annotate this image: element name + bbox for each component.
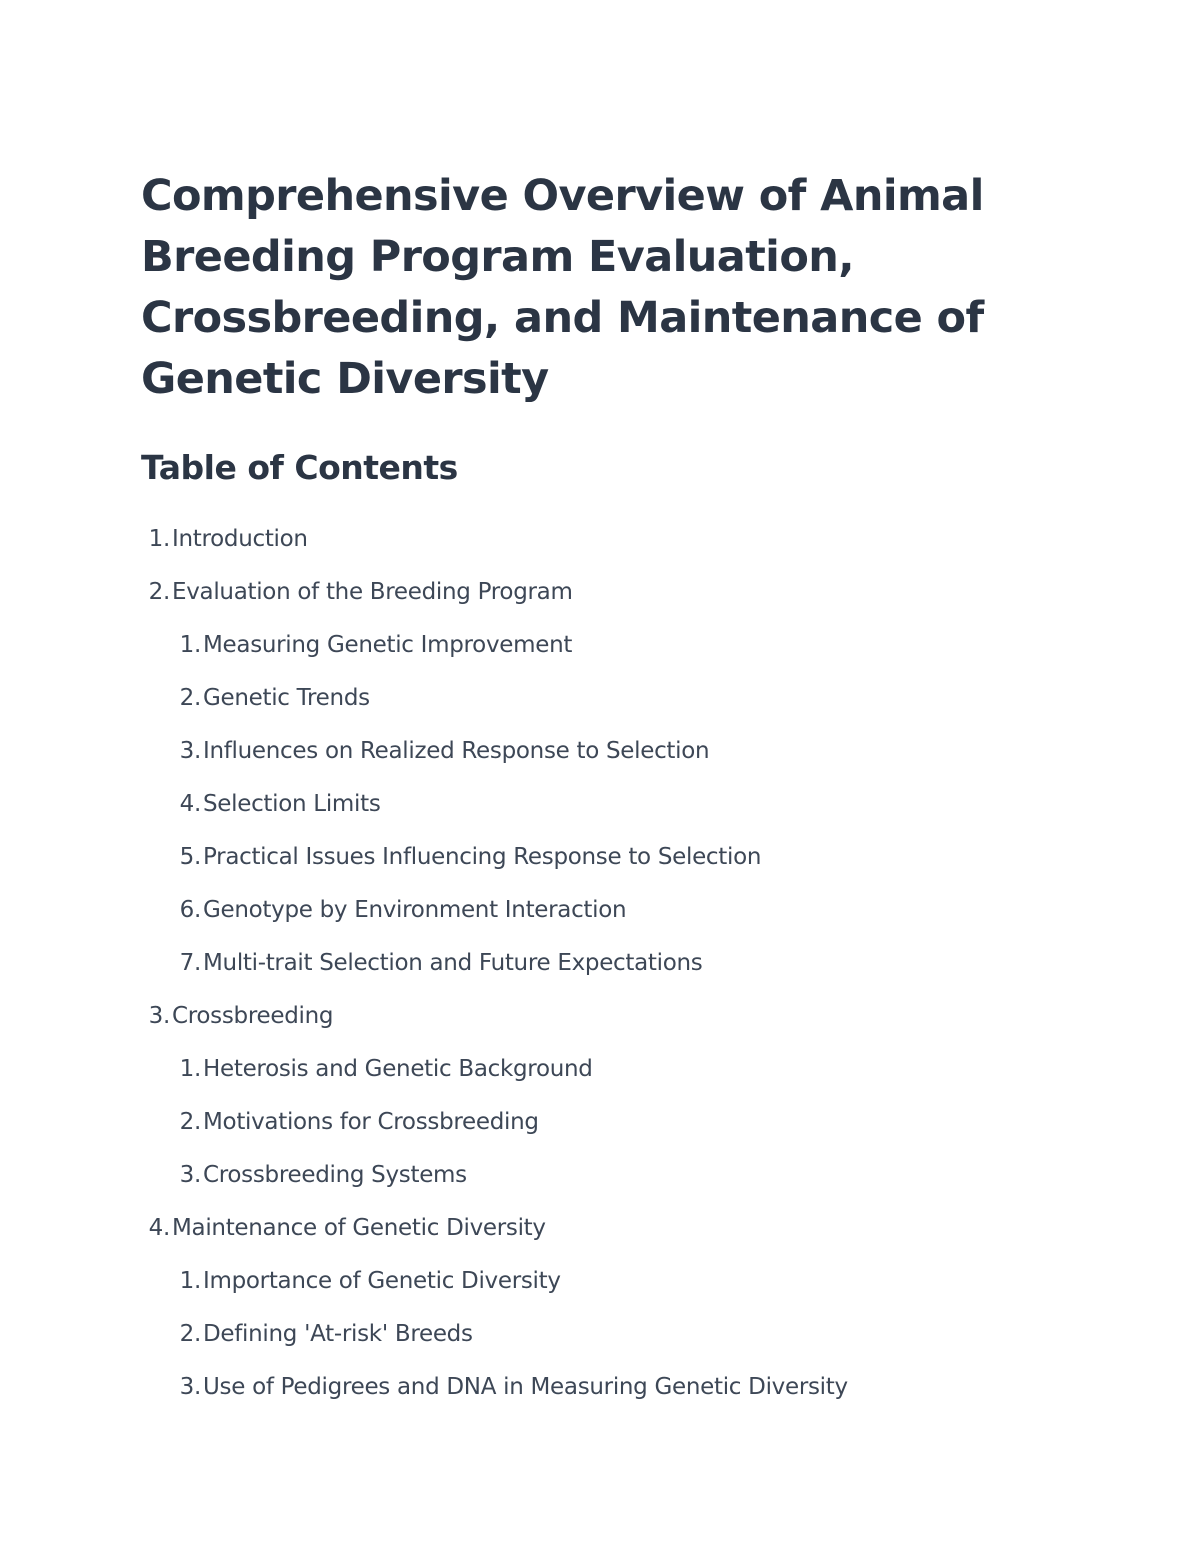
toc-number: 4. <box>148 1214 170 1241</box>
toc-subitem-genotype-by-environment[interactable] <box>141 883 1041 936</box>
toc-subitem-practical-issues[interactable] <box>141 830 1041 883</box>
toc-label: Defining 'At-risk' Breeds <box>203 1320 473 1347</box>
toc-subitem-motivations[interactable] <box>141 1095 1041 1148</box>
toc-number: 3. <box>179 1161 201 1188</box>
toc-number: 7. <box>179 949 201 976</box>
toc-number: 3. <box>148 1002 170 1029</box>
toc-subitem-at-risk-breeds[interactable] <box>141 1307 1041 1360</box>
toc-number: 3. <box>179 1373 201 1400</box>
toc-label: Introduction <box>172 525 308 552</box>
toc-number: 2. <box>148 578 170 605</box>
toc-subitem-influences-on-response[interactable] <box>141 724 1041 777</box>
toc-number: 6. <box>179 896 201 923</box>
toc-subitem-genetic-trends[interactable] <box>141 671 1041 724</box>
toc-item-crossbreeding[interactable] <box>141 989 1041 1042</box>
toc-item-introduction[interactable] <box>141 512 1041 565</box>
toc-label: Heterosis and Genetic Background <box>203 1055 593 1082</box>
toc-subitem-crossbreeding-systems[interactable] <box>141 1148 1041 1201</box>
toc-heading: Table of Contents <box>141 448 458 487</box>
toc-label: Crossbreeding Systems <box>203 1161 467 1188</box>
toc-label: Selection Limits <box>203 790 381 817</box>
toc-subitem-selection-limits[interactable] <box>141 777 1041 830</box>
toc-label: Maintenance of Genetic Diversity <box>172 1214 546 1241</box>
toc-label: Influences on Realized Response to Selection <box>203 737 710 764</box>
toc-subitem-measuring-genetic-improvement[interactable] <box>141 618 1041 671</box>
toc-label: Multi-trait Selection and Future Expectations <box>203 949 703 976</box>
toc-label: Evaluation of the Breeding Program <box>172 578 573 605</box>
toc-label: Crossbreeding <box>172 1002 334 1029</box>
document-title: Comprehensive Overview of Animal Breeding Program Evaluation, Crossbreeding, and Maintenance of Genetic Diversity <box>141 171 984 404</box>
toc-label: Practical Issues Influencing Response to Selection <box>203 843 762 870</box>
toc-label: Use of Pedigrees and DNA in Measuring Genetic Diversity <box>203 1373 848 1400</box>
toc-label: Genotype by Environment Interaction <box>203 896 627 923</box>
toc-number: 1. <box>179 1055 201 1082</box>
toc-item-evaluation[interactable] <box>141 565 1041 618</box>
toc-label: Genetic Trends <box>203 684 370 711</box>
toc-number: 2. <box>179 684 201 711</box>
toc-item-maintenance[interactable] <box>141 1201 1041 1254</box>
toc-label: Importance of Genetic Diversity <box>203 1267 561 1294</box>
toc-number: 3. <box>179 737 201 764</box>
toc-number: 1. <box>179 631 201 658</box>
toc-number: 4. <box>179 790 201 817</box>
toc-subitem-heterosis[interactable] <box>141 1042 1041 1095</box>
toc-subitem-multi-trait-selection[interactable] <box>141 936 1041 989</box>
toc-subitem-importance[interactable] <box>141 1254 1041 1307</box>
toc-subitem-pedigrees-and-dna[interactable] <box>141 1360 1041 1413</box>
toc-label: Motivations for Crossbreeding <box>203 1108 539 1135</box>
toc-number: 1. <box>148 525 170 552</box>
toc-number: 2. <box>179 1108 201 1135</box>
table-of-contents <box>141 512 1041 1413</box>
toc-number: 5. <box>179 843 201 870</box>
toc-label: Measuring Genetic Improvement <box>203 631 573 658</box>
document-page <box>141 166 1041 1413</box>
toc-number: 2. <box>179 1320 201 1347</box>
toc-number: 1. <box>179 1267 201 1294</box>
